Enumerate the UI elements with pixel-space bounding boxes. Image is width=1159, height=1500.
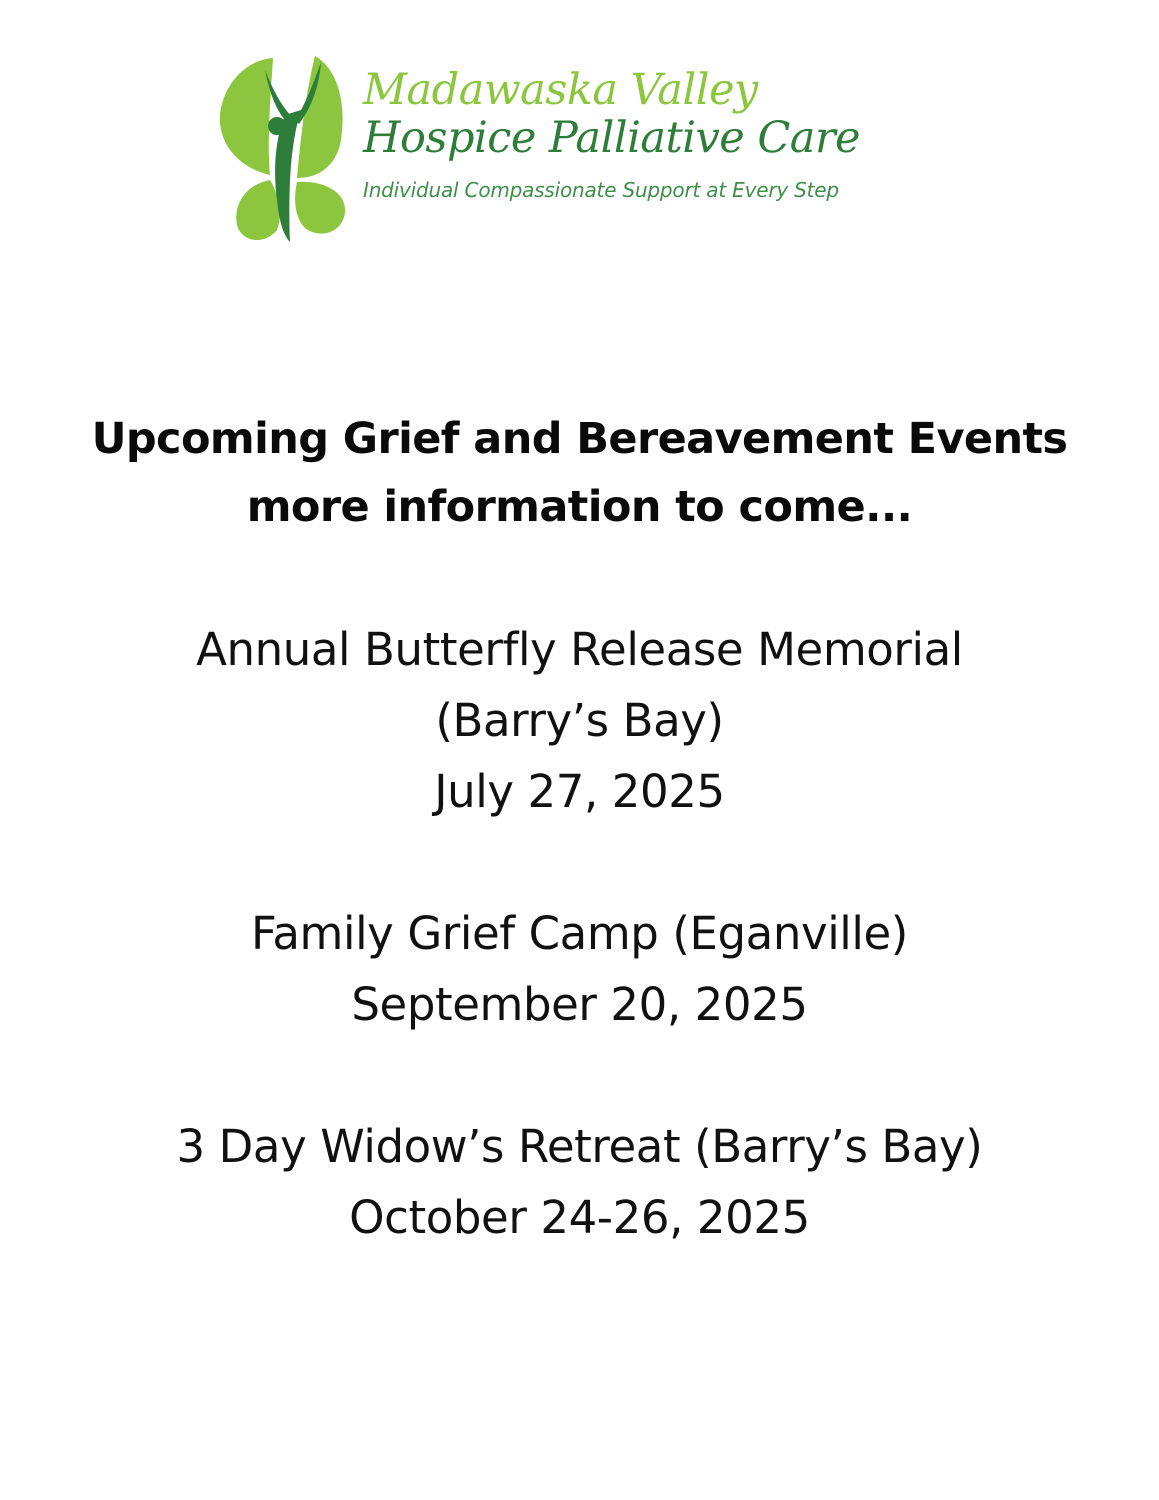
org-name-line1: Madawaska Valley xyxy=(363,65,758,115)
event-date: October 24-26, 2025 xyxy=(349,1191,810,1244)
heading-line2: more information to come... xyxy=(246,482,913,532)
event-item-widows-retreat xyxy=(0,1111,1159,1253)
heading-line1: Upcoming Grief and Bereavement Events xyxy=(91,414,1068,464)
events-list xyxy=(0,614,1159,1324)
page-heading xyxy=(0,405,1159,541)
event-location: (Barry’s Bay) xyxy=(435,694,724,747)
organization-logo xyxy=(215,50,935,250)
butterfly-person-icon xyxy=(215,50,350,245)
org-name-line2: Hospice Palliative Care xyxy=(363,113,860,163)
org-tagline: Individual Compassionate Support at Every Step xyxy=(363,178,839,202)
event-title: 3 Day Widow’s Retreat (Barry’s Bay) xyxy=(176,1120,983,1173)
event-title: Family Grief Camp (Eganville) xyxy=(251,907,908,960)
event-item-butterfly-release xyxy=(0,614,1159,827)
event-date: July 27, 2025 xyxy=(434,765,725,818)
event-item-family-grief-camp xyxy=(0,898,1159,1040)
event-title: Annual Butterfly Release Memorial xyxy=(196,623,963,676)
event-date: September 20, 2025 xyxy=(351,978,808,1031)
